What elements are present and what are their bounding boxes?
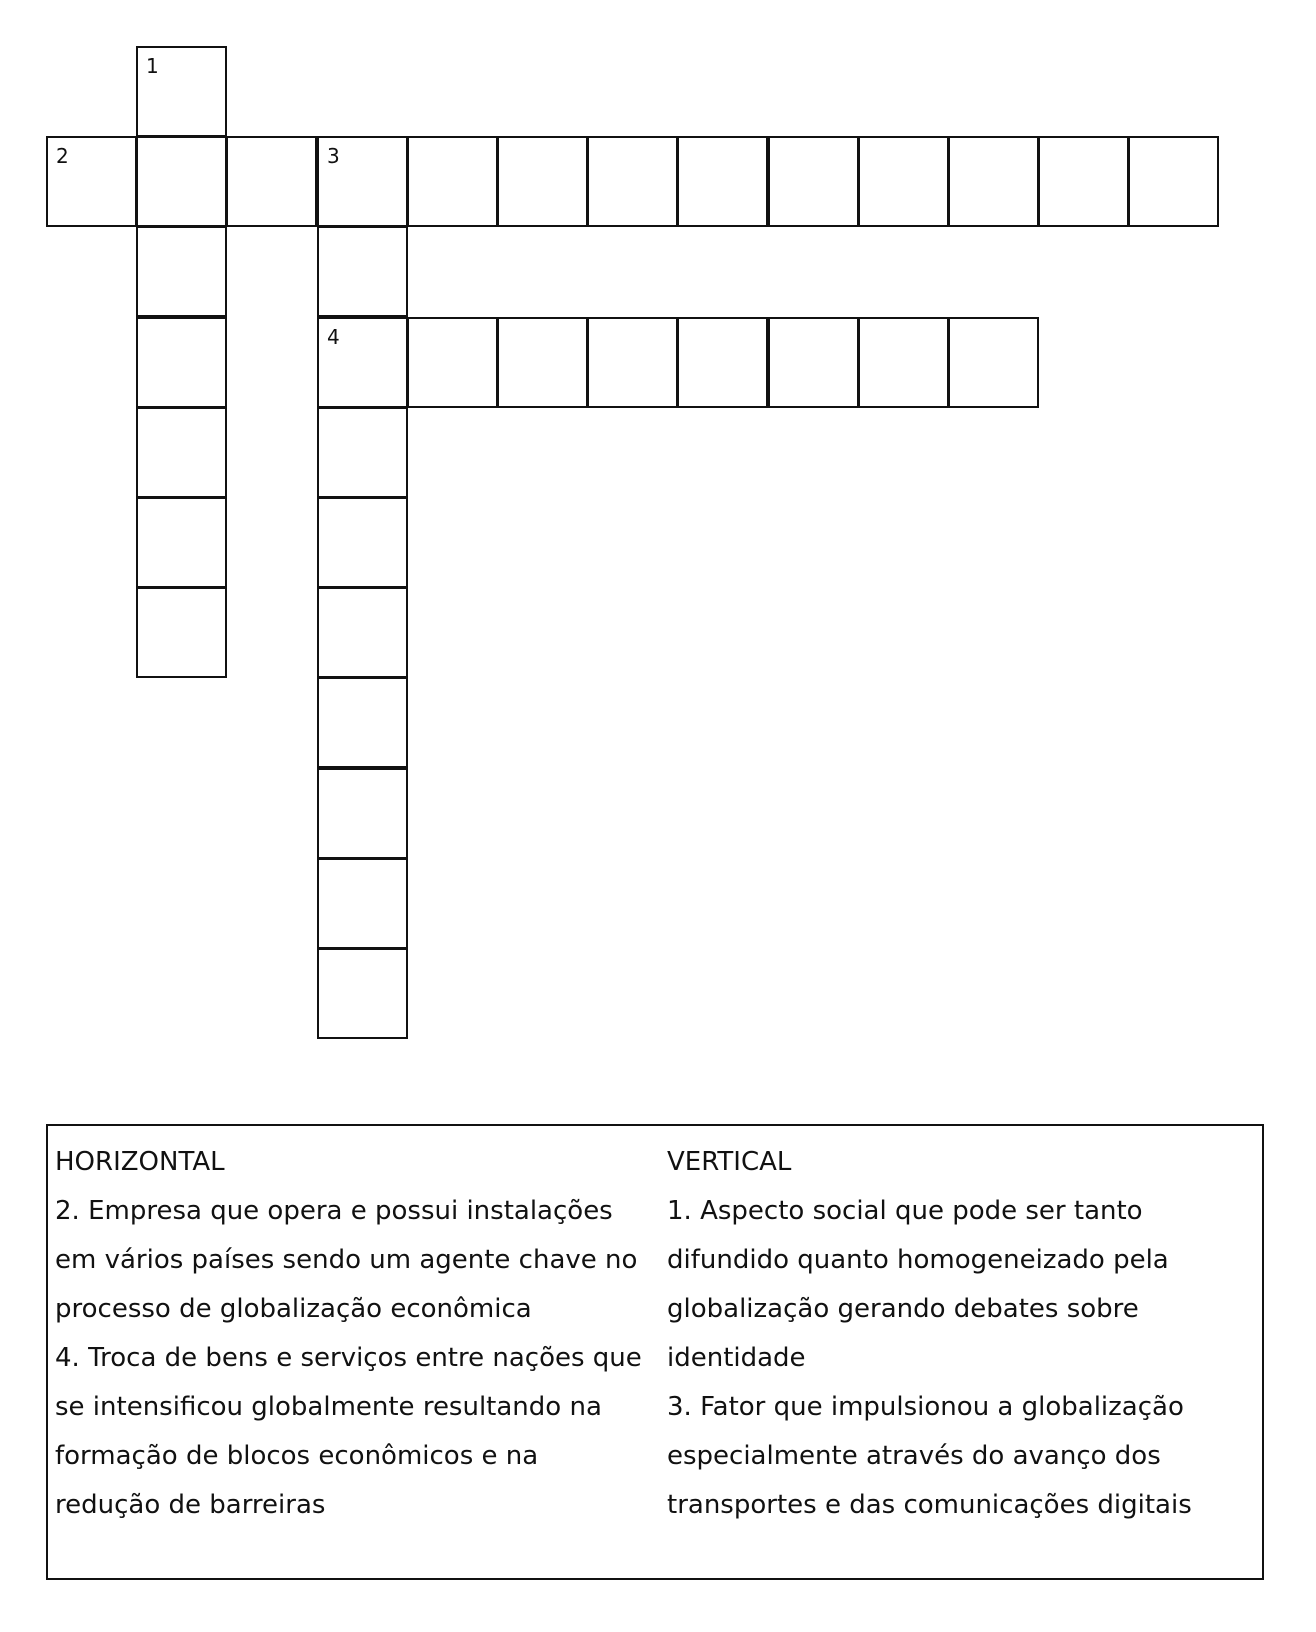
crossword-cell[interactable] xyxy=(136,226,227,317)
crossword-cell[interactable] xyxy=(136,497,227,588)
crossword-cell[interactable] xyxy=(317,948,408,1039)
cell-number: 3 xyxy=(327,144,340,168)
cell-number: 2 xyxy=(56,144,69,168)
crossword-cell[interactable] xyxy=(317,677,408,768)
crossword-cell[interactable] xyxy=(136,46,227,137)
crossword-cell[interactable] xyxy=(497,317,588,408)
crossword-cell[interactable] xyxy=(317,407,408,498)
crossword-cell[interactable] xyxy=(858,317,949,408)
crossword-cell[interactable] xyxy=(317,226,408,317)
crossword-cell[interactable] xyxy=(317,136,408,227)
clue-horizontal-4: 4. Troca de bens e serviços entre nações que se intensificou globalmente resultando na formação de blocos econômicos e na redução de barreiras xyxy=(55,1343,642,1520)
crossword-cell[interactable] xyxy=(317,317,408,408)
crossword-cell[interactable] xyxy=(136,407,227,498)
crossword-cell[interactable] xyxy=(1128,136,1219,227)
crossword-cell[interactable] xyxy=(677,317,768,408)
crossword-cell[interactable] xyxy=(587,317,678,408)
clue-vertical-3: 3. Fator que impulsionou a globalização especialmente através do avanço dos transportes e das comunicações digitais xyxy=(667,1392,1192,1520)
horizontal-heading: HORIZONTAL xyxy=(55,1147,225,1177)
crossword-cell[interactable] xyxy=(768,317,859,408)
crossword-cell[interactable] xyxy=(317,768,408,859)
clue-vertical-1: 1. Aspecto social que pode ser tanto difundido quanto homogeneizado pela globalização gerando debates sobre identidade xyxy=(667,1196,1169,1373)
vertical-heading: VERTICAL xyxy=(667,1147,792,1177)
crossword-cell[interactable] xyxy=(407,136,498,227)
vertical-clues xyxy=(667,1138,1257,1530)
crossword-cell[interactable] xyxy=(587,136,678,227)
crossword-cell[interactable] xyxy=(46,136,137,227)
crossword-cell[interactable] xyxy=(226,136,317,227)
crossword-cell[interactable] xyxy=(136,587,227,678)
clues-box xyxy=(46,1124,1264,1580)
clue-horizontal-2: 2. Empresa que opera e possui instalações em vários países sendo um agente chave no processo de globalização econômica xyxy=(55,1196,638,1324)
crossword-cell[interactable] xyxy=(317,858,408,949)
crossword-cell[interactable] xyxy=(136,136,227,227)
crossword-cell[interactable] xyxy=(1038,136,1129,227)
crossword-cell[interactable] xyxy=(136,317,227,408)
crossword-cell[interactable] xyxy=(948,136,1039,227)
crossword-cell[interactable] xyxy=(858,136,949,227)
cell-number: 4 xyxy=(327,325,340,349)
crossword-cell[interactable] xyxy=(317,587,408,678)
crossword-cell[interactable] xyxy=(317,497,408,588)
crossword-cell[interactable] xyxy=(948,317,1039,408)
cell-number: 1 xyxy=(146,54,159,78)
crossword-cell[interactable] xyxy=(768,136,859,227)
crossword-cell[interactable] xyxy=(677,136,768,227)
horizontal-clues xyxy=(55,1138,645,1530)
crossword-cell[interactable] xyxy=(497,136,588,227)
crossword-cell[interactable] xyxy=(407,317,498,408)
